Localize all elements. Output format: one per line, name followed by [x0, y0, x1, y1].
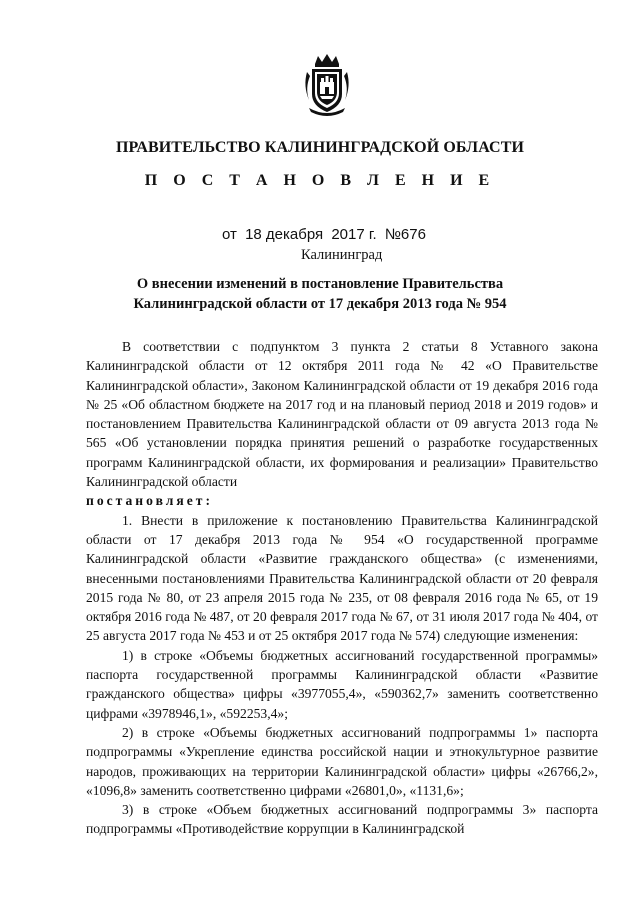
date-prefix: от: [222, 226, 237, 243]
document-body: [86, 337, 598, 839]
subitem-3-paragraph: 3) в строке «Объем бюджетных ассигнований подпрограммы 3» паспорта подпрограммы «Противодействие коррупции в Калининградской: [86, 802, 598, 837]
decree-word-paragraph: [86, 491, 598, 510]
city: Калининград: [301, 247, 383, 263]
subject-line-1: О внесении изменений в постановление Правительства: [136, 276, 504, 292]
date-line: [222, 226, 430, 243]
item-1-paragraph: 1. Внести в приложение к постановлению Правительства Калининградской области от 17 декабря 2013 года № 954 «О государственной программе Калининградской области «Развитие гражданского общества» (с изменениями, внесенными постановлениями Правительства Калининградской области от 20 февраля 2015 года № 80, от 23 апреля 2015 года № 235, от 08 февраля 2016 года № 65, от 19 октября 2016 года № 487, от 20 февраля 2017 года № 67, от 31 июля 2017 года № 404, от 25 августа 2017 года № 453 и от 25 октября 2017 года № 574) следующие изменения:: [86, 512, 598, 644]
decree-word: постановляет:: [86, 493, 213, 509]
document-subject: [0, 274, 640, 314]
document-number: №676: [384, 226, 426, 243]
coat-of-arms-emblem: [301, 52, 353, 118]
date-year: 2017 г.: [331, 226, 377, 243]
document-type: П О С Т А Н О В Л Е Н И Е: [144, 172, 496, 189]
subject-line-2: Калининградской области от 17 декабря 2013 года № 954: [133, 296, 507, 312]
government-title: ПРАВИТЕЛЬСТВО КАЛИНИНГРАДСКОЙ ОБЛАСТИ: [115, 139, 525, 156]
date-value: 18 декабря: [245, 226, 324, 243]
preamble-paragraph: В соответствии с подпунктом 3 пункта 2 статьи 8 Уставного закона Калининградской области от 12 октября 2011 года № 42 «О Правительстве Калининградской области», Законом Калининградской области от 19 декабря 2016 года № 25 «Об областном бюджете на 2017 год и на плановый период 2018 и 2019 годов» и постановлением Правительства Калининградской области от 09 августа 2013 года № 565 «Об установлении порядка принятия решений о разработке государственных программ Калининградской области, их формирования и реализации» Правительство Калининградской области: [86, 339, 598, 490]
subitem-2-paragraph: 2) в строке «Объемы бюджетных ассигнований подпрограммы 1» паспорта подпрограммы «Укрепление единства российской нации и этнокультурное развитие народов, проживающих на территории Калининградской области» цифры «26766,2», «1096,8» заменить соответственно цифрами «26801,0», «1131,6»;: [86, 724, 598, 798]
subitem-1-paragraph: 1) в строке «Объемы бюджетных ассигнований государственной программы» паспорта государственной программы Калининградской области «Развитие гражданского общества» цифры «3977055,4», «590362,7» заменить соответственно цифрами «3978946,1», «592253,4»;: [86, 647, 598, 721]
